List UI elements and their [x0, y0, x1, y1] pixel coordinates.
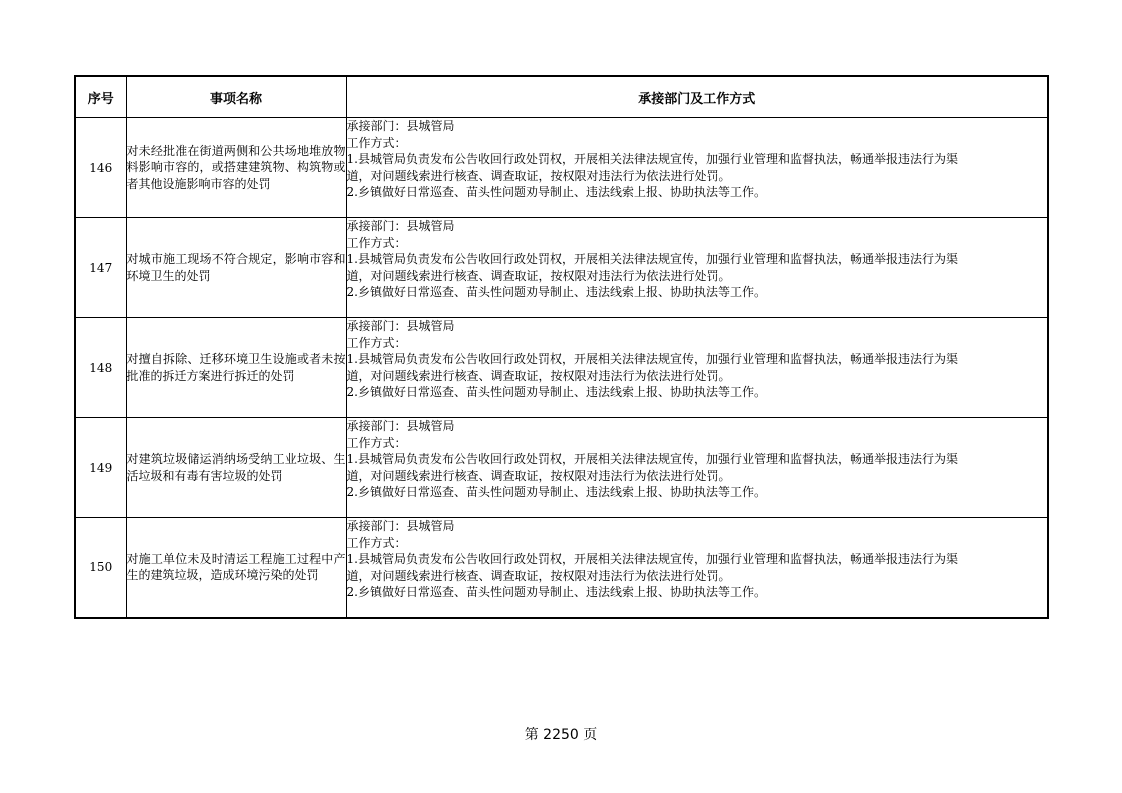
method-line-2: 2.乡镇做好日常巡查、苗头性问题劝导制止、违法线索上报、协助执法等工作。 — [346, 585, 766, 599]
dept-line: 承接部门：县城管局 — [346, 319, 455, 333]
method-label: 工作方式： — [346, 535, 407, 550]
table-row — [75, 518, 1048, 618]
method-line-1-cont: 道，对问题线索进行核查、调查取证，按权限对违法行为依法进行处罚。 — [346, 368, 731, 383]
method-label: 工作方式： — [346, 135, 407, 150]
method-line-1: 1.县城管局负责发布公告收回行政处罚权，开展相关法律法规宣传，加强行业管理和监督执法，畅通举报违法行为渠 — [346, 552, 958, 566]
dept-method — [346, 118, 1048, 218]
method-line-2: 2.乡镇做好日常巡查、苗头性问题劝导制止、违法线索上报、协助执法等工作。 — [346, 485, 766, 499]
authority-table — [74, 75, 1049, 619]
method-line-2: 2.乡镇做好日常巡查、苗头性问题劝导制止、违法线索上报、协助执法等工作。 — [346, 385, 766, 399]
row-number: 146 — [75, 118, 126, 218]
table-row — [75, 418, 1048, 518]
dept-line: 承接部门：县城管局 — [346, 119, 455, 133]
method-line-1: 1.县城管局负责发布公告收回行政处罚权，开展相关法律法规宣传，加强行业管理和监督执法，畅通举报违法行为渠 — [346, 352, 958, 366]
dept-line: 承接部门：县城管局 — [346, 219, 455, 233]
item-name: 对擅自拆除、迁移环境卫生设施或者未按批准的拆迁方案进行拆迁的处罚 — [126, 318, 346, 418]
dept-method — [346, 518, 1048, 618]
header-seq: 序号 — [75, 76, 126, 118]
method-line-1-cont: 道，对问题线索进行核查、调查取证，按权限对违法行为依法进行处罚。 — [346, 168, 731, 183]
method-line-1-cont: 道，对问题线索进行核查、调查取证，按权限对违法行为依法进行处罚。 — [346, 268, 731, 283]
method-label: 工作方式： — [346, 335, 407, 350]
method-line-1-cont: 道，对问题线索进行核查、调查取证，按权限对违法行为依法进行处罚。 — [346, 468, 731, 483]
dept-line: 承接部门：县城管局 — [346, 519, 455, 533]
method-line-1: 1.县城管局负责发布公告收回行政处罚权，开展相关法律法规宣传，加强行业管理和监督执法，畅通举报违法行为渠 — [346, 152, 958, 166]
dept-method — [346, 318, 1048, 418]
dept-line: 承接部门：县城管局 — [346, 419, 455, 433]
method-line-1-cont: 道，对问题线索进行核查、调查取证，按权限对违法行为依法进行处罚。 — [346, 568, 731, 583]
table-header-row — [75, 76, 1048, 118]
table-row — [75, 218, 1048, 318]
header-item-name: 事项名称 — [126, 76, 346, 118]
dept-method — [346, 418, 1048, 518]
method-line-2: 2.乡镇做好日常巡查、苗头性问题劝导制止、违法线索上报、协助执法等工作。 — [346, 185, 766, 199]
item-name: 对未经批准在街道两侧和公共场地堆放物料影响市容的，或搭建建筑物、构筑物或者其他设施影响市容的处罚 — [126, 118, 346, 218]
row-number: 150 — [75, 518, 126, 618]
method-label: 工作方式： — [346, 235, 407, 250]
item-name: 对城市施工现场不符合规定，影响市容和环境卫生的处罚 — [126, 218, 346, 318]
method-label: 工作方式： — [346, 435, 407, 450]
item-name: 对建筑垃圾储运消纳场受纳工业垃圾、生活垃圾和有毒有害垃圾的处罚 — [126, 418, 346, 518]
method-line-1: 1.县城管局负责发布公告收回行政处罚权，开展相关法律法规宣传，加强行业管理和监督执法，畅通举报违法行为渠 — [346, 452, 958, 466]
row-number: 148 — [75, 318, 126, 418]
table-row — [75, 118, 1048, 218]
dept-method — [346, 218, 1048, 318]
method-line-1: 1.县城管局负责发布公告收回行政处罚权，开展相关法律法规宣传，加强行业管理和监督执法，畅通举报违法行为渠 — [346, 252, 958, 266]
method-line-2: 2.乡镇做好日常巡查、苗头性问题劝导制止、违法线索上报、协助执法等工作。 — [346, 285, 766, 299]
row-number: 147 — [75, 218, 126, 318]
page-number: 第 2250 页 — [524, 727, 598, 743]
table-row — [75, 318, 1048, 418]
item-name: 对施工单位未及时清运工程施工过程中产生的建筑垃圾，造成环境污染的处罚 — [126, 518, 346, 618]
row-number: 149 — [75, 418, 126, 518]
header-dept-method: 承接部门及工作方式 — [346, 76, 1048, 118]
